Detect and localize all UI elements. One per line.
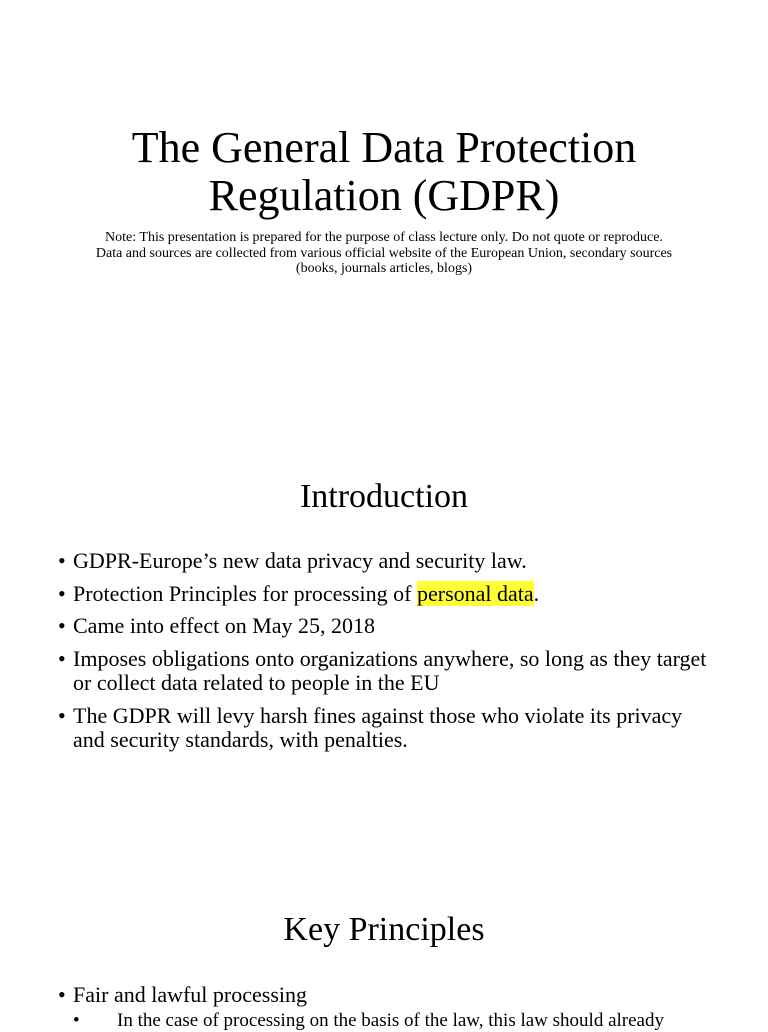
introduction-heading: Introduction <box>299 478 469 515</box>
highlighted-term: personal data <box>417 580 534 606</box>
introduction-list <box>58 549 718 761</box>
slide-title-line-2: Regulation (GDPR) <box>208 171 560 220</box>
list-item-text: Came into effect on May 25, 2018 <box>73 613 376 638</box>
list-item <box>58 647 718 696</box>
bullet-icon: • <box>58 982 66 1007</box>
list-item-text: Fair and lawful processing <box>73 982 307 1007</box>
list-item-text: GDPR-Europe’s new data privacy and security law. <box>73 548 527 573</box>
bullet-icon: • <box>58 702 66 728</box>
sub-list-item-text: In the case of processing on the basis of the law, this law should already <box>117 1009 664 1031</box>
bullet-icon: • <box>58 548 66 573</box>
bullet-icon: • <box>73 1009 80 1031</box>
slide-title <box>0 124 768 220</box>
list-item <box>58 549 718 574</box>
list-item <box>58 614 718 639</box>
list-item <box>58 704 718 753</box>
list-item-text: Imposes obligations onto organizations anywhere, so long as they target or collect data related to people in the EU <box>73 645 707 695</box>
bullet-icon: • <box>58 613 66 638</box>
disclaimer-note: Note: This presentation is prepared for the purpose of class lecture only. Do not quote or reproduce. Data and sources are collected from various official website of the European Union, secondary sources (books, journals articles, blogs) <box>95 230 673 276</box>
sub-list-item <box>73 1010 718 1032</box>
list-item-text: The GDPR will levy harsh fines against those who violate its privacy and security standards, with penalties. <box>73 702 683 752</box>
list-item-text-end: . <box>533 580 540 606</box>
key-principles-list <box>58 983 718 1032</box>
list-item-text: Protection Principles for processing of <box>73 580 417 606</box>
slide-title-line-1: The General Data Protection <box>131 123 637 172</box>
list-item <box>58 983 718 1032</box>
bullet-icon: • <box>58 645 66 671</box>
bullet-icon: • <box>58 580 66 606</box>
key-principles-heading: Key Principles <box>283 911 485 948</box>
list-item <box>58 582 718 607</box>
